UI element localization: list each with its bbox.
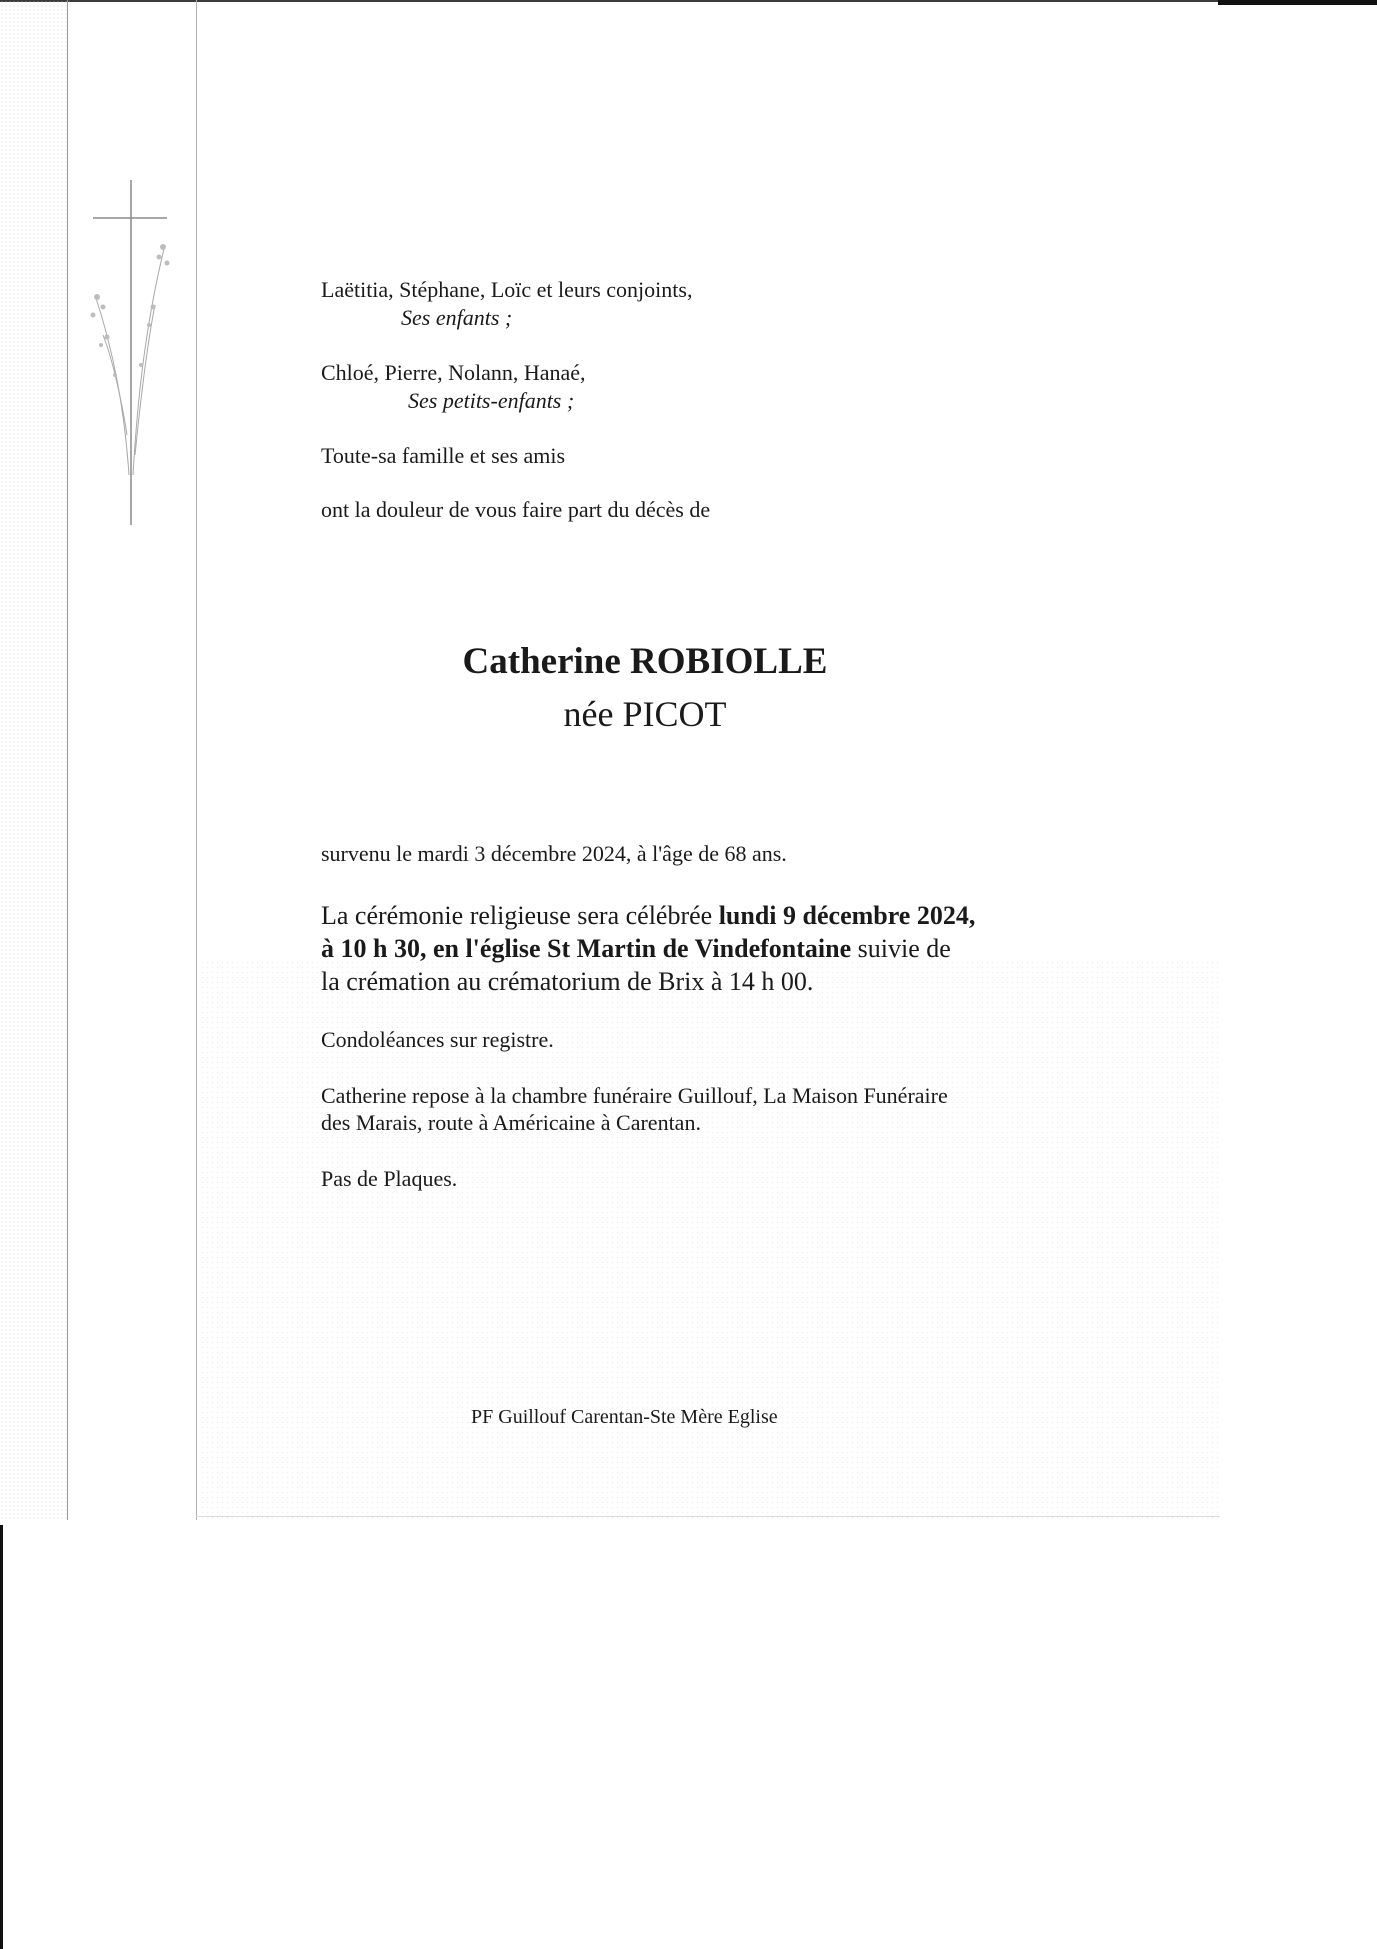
family-others: Toute-sa famille et ses amis	[321, 443, 566, 468]
grandchildren-names: Chloé, Pierre, Nolann, Hanaé,	[321, 360, 586, 385]
children-label: Ses enfants ;	[401, 305, 513, 330]
ceremony-line-1-text: La cérémonie religieuse sera célébrée	[321, 901, 719, 930]
grandchildren-label: Ses petits-enfants ;	[408, 388, 575, 413]
ceremony-date: lundi 9 décembre 2024,	[718, 901, 976, 930]
ceremony-line-2-text: suivie de	[851, 934, 951, 963]
scan-top-right-mark	[1218, 0, 1377, 5]
rest-line-1: Catherine repose à la chambre funéraire Guillouf, La Maison Funéraire	[321, 1083, 948, 1108]
no-plaques-text: Pas de Plaques.	[321, 1166, 458, 1191]
ceremony-time-place: à 10 h 30, en l'église St Martin de Vindefontaine	[321, 934, 852, 963]
frame-line-bottom	[196, 1516, 1220, 1517]
cross-icon	[85, 175, 185, 535]
scan-speckle-left	[0, 0, 70, 1520]
ceremony-line-1	[321, 900, 975, 932]
announcement-text: ont la douleur de vous faire part du décès de	[321, 497, 711, 522]
scan-top-border	[0, 0, 1377, 2]
deceased-maiden-name: née PICOT	[563, 694, 727, 734]
rest-line-2: des Marais, route à Américaine à Carentan.	[321, 1110, 701, 1135]
frame-line-left	[67, 0, 68, 1520]
ceremony-line-2	[321, 933, 951, 965]
footer-funeral-home: PF Guillouf Carentan-Ste Mère Eglise	[471, 1406, 778, 1428]
death-details: survenu le mardi 3 décembre 2024, à l'âge de 68 ans.	[321, 841, 787, 866]
ceremony-line-3: la crémation au crématorium de Brix à 14 h 00.	[321, 967, 814, 996]
deceased-name: Catherine ROBIOLLE	[462, 641, 828, 682]
children-names: Laëtitia, Stéphane, Loïc et leurs conjoints,	[321, 277, 693, 302]
frame-line-inner	[196, 0, 197, 1520]
condolences-text: Condoléances sur registre.	[321, 1027, 554, 1052]
scan-left-edge	[0, 1525, 3, 1949]
